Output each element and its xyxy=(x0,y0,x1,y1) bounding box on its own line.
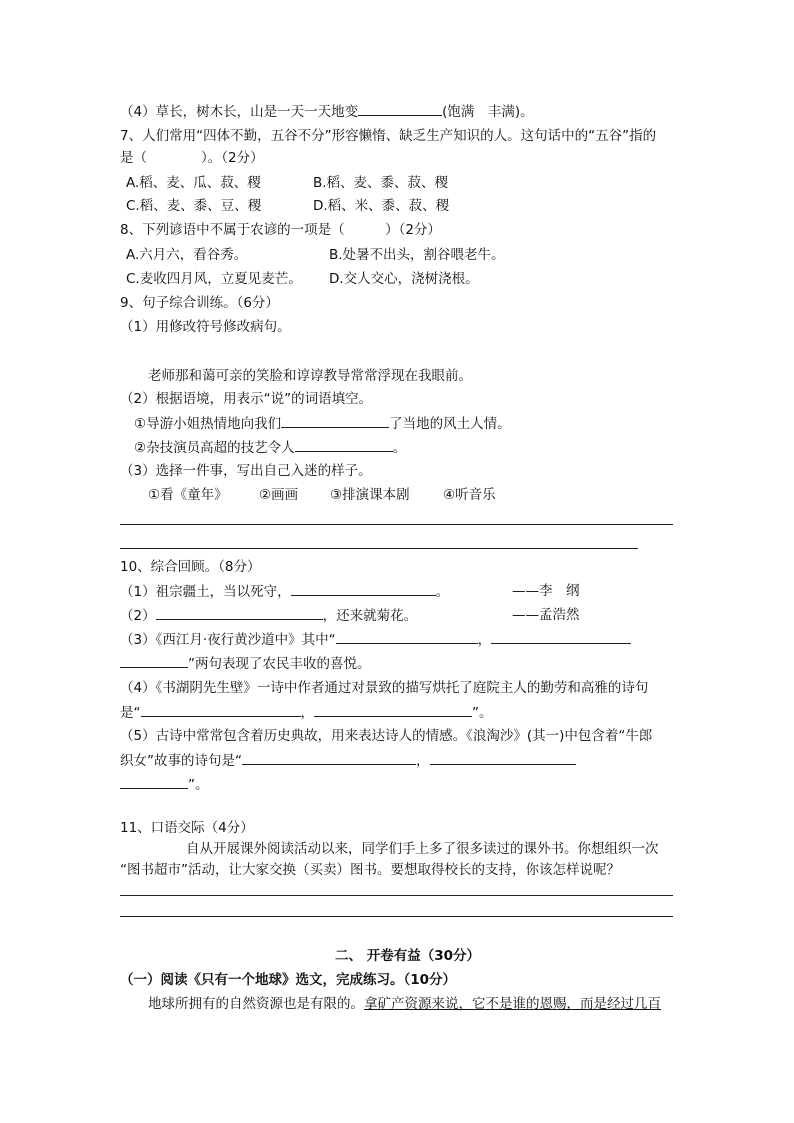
q9-fill-1-before: ①导游小姐热情地向我们 xyxy=(134,416,282,432)
q9-fill-1-after: 了当地的风土人情。 xyxy=(389,416,511,432)
q11-prompt-line1: 自从开展课外阅读活动以来，同学们手上多了很多读过的课外书。你想组织一次 xyxy=(186,841,659,857)
q9-choice-3: ③排演课本剧 xyxy=(330,487,410,503)
q7-option-c: C.稻、麦、黍、豆、稷 xyxy=(126,198,262,214)
q9-fill-2-after: 。 xyxy=(392,440,407,456)
reading-passage-line xyxy=(148,994,661,1014)
q10-2-num: （2） xyxy=(120,608,156,624)
q10-4-close: ”。 xyxy=(472,705,493,721)
answer-blank[interactable] xyxy=(314,702,472,717)
q10-item-3-line2 xyxy=(120,653,371,674)
q7-stem-line2: 是（ ）。（2分） xyxy=(120,150,264,166)
q9-part2: （2）根据语境，用表示“说”的词语填空。 xyxy=(120,391,373,407)
q11-answer-line[interactable] xyxy=(120,916,673,917)
answer-blank[interactable] xyxy=(291,581,436,596)
q10-item-2 xyxy=(120,605,417,626)
q10-item-3-line1 xyxy=(120,629,631,650)
q10-1-end: 。 xyxy=(435,584,450,600)
q7-option-d: D.稻、米、黍、菽、稷 xyxy=(313,198,450,214)
answer-blank[interactable] xyxy=(141,702,301,717)
q7-stem-line1: 7、人们常用“四体不勤，五谷不分”形容懒惰、缺乏生产知识的人。这句话中的“五谷”指的 xyxy=(120,128,657,144)
q10-item-1 xyxy=(120,581,449,602)
q10-3-text: （3）《西江月·夜行黄沙道中》其中“ xyxy=(120,632,336,648)
q11-answer-line[interactable] xyxy=(120,895,673,896)
q8-option-d: D.交人交心，浇树浇根。 xyxy=(329,271,479,287)
q10-item-5-line3 xyxy=(120,774,209,795)
q7-option-b: B.稻、麦、黍、菽、稷 xyxy=(313,175,449,191)
q11-title: 11、口语交际（4分） xyxy=(120,820,254,836)
q10-5-close: ”。 xyxy=(188,777,209,793)
answer-blank[interactable] xyxy=(358,101,442,116)
q10-2-author: ——孟浩然 xyxy=(512,607,580,623)
answer-blank[interactable] xyxy=(295,437,393,452)
q10-4-comma: ， xyxy=(300,705,314,721)
q10-1-text: （1）祖宗疆土，当以死守， xyxy=(120,584,291,600)
answer-blank[interactable] xyxy=(120,653,188,668)
answer-blank[interactable] xyxy=(281,413,389,428)
answer-blank[interactable] xyxy=(156,605,323,620)
q10-3-tail: ”两句表现了农民丰收的喜悦。 xyxy=(188,656,371,672)
answer-blank[interactable] xyxy=(430,750,576,765)
q9-fill-2 xyxy=(134,437,406,458)
reading-subheading: （一）阅读《只有一个地球》选文，完成练习。（10分） xyxy=(120,972,457,988)
q9-answer-line[interactable] xyxy=(120,548,638,549)
q10-item-4-line1: （4）《书湖阴先生壁》一诗中作者通过对景致的描写烘托了庭院主人的勤劳和高雅的诗句 xyxy=(120,680,649,696)
q9-title: 9、句子综合训练。（6分） xyxy=(120,295,279,311)
q9-fill-2-before: ②杂技演员高超的技艺令人 xyxy=(134,440,295,456)
answer-blank[interactable] xyxy=(242,750,416,765)
q9-fill-1 xyxy=(134,413,511,434)
q9-choice-4: ④听音乐 xyxy=(443,487,496,503)
section-two-heading: 二、 开卷有益（30分） xyxy=(335,948,480,964)
q10-5-comma: ， xyxy=(416,753,430,769)
q10-5-text: 织女”故事的诗句是“ xyxy=(120,753,242,769)
q6-4-line xyxy=(120,101,534,122)
q9-choice-1: ①看《童年》 xyxy=(148,487,228,503)
q8-stem: 8、下列谚语中不属于农谚的一项是（ ）（2分） xyxy=(120,222,441,238)
q6-4-tail: (饱满 丰满)。 xyxy=(442,104,534,120)
q8-option-b: B.处暑不出头，割谷喂老牛。 xyxy=(329,247,505,263)
q10-item-4-line2 xyxy=(120,702,493,723)
answer-blank[interactable] xyxy=(120,774,188,789)
q10-4-open: 是“ xyxy=(120,705,141,721)
q6-4-text: （4）草长，树木长，山是一天一天地变 xyxy=(120,104,359,120)
q9-choice-2: ②画画 xyxy=(259,487,299,503)
q10-item-5-line1: （5）古诗中常常包含着历史典故，用来表达诗人的情感。《浪淘沙》(其一)中包含着“牛郎 xyxy=(120,728,653,744)
q10-2-text: ，还来就菊花。 xyxy=(322,608,418,624)
answer-blank[interactable] xyxy=(336,629,478,644)
q9-answer-line[interactable] xyxy=(120,524,673,525)
q9-sick-sentence: 老师那和蔼可亲的笑脸和谆谆教导常常浮现在我眼前。 xyxy=(148,368,472,384)
passage-text: 地球所拥有的自然资源也是有限的。 xyxy=(148,996,364,1012)
passage-underlined-text: 拿矿产资源来说，它不是谁的恩赐，而是经过几百 xyxy=(364,996,661,1012)
q8-option-a: A.六月六，看谷秀。 xyxy=(126,247,248,263)
q10-3-comma: ， xyxy=(477,632,492,648)
q9-part3: （3）选择一件事，写出自己入迷的样子。 xyxy=(120,463,372,479)
q11-prompt-line2: “图书超市”活动，让大家交换（买卖）图书。要想取得校长的支持，你该怎样说呢？ xyxy=(120,862,620,878)
q10-title: 10、综合回顾。（8分） xyxy=(120,559,261,575)
q10-1-author: ——李 纲 xyxy=(512,583,580,599)
q10-item-5-line2 xyxy=(120,750,576,771)
q9-part1: （1）用修改符号修改病句。 xyxy=(120,319,291,335)
q7-option-a: A.稻、麦、瓜、菽、稷 xyxy=(126,175,261,191)
q8-option-c: C.麦收四月风，立夏见麦芒。 xyxy=(126,271,302,287)
answer-blank[interactable] xyxy=(491,629,631,644)
